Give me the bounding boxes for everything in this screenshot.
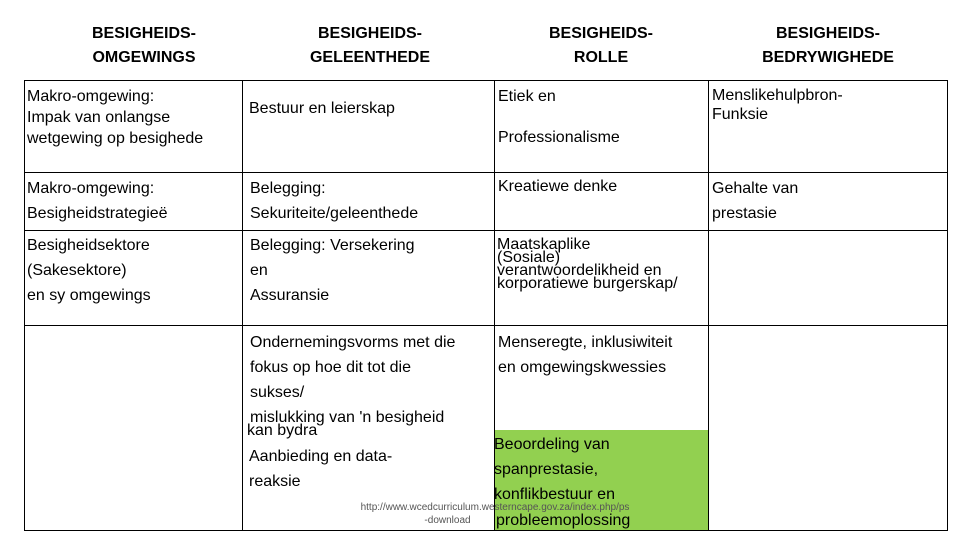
row-divider-2: [24, 230, 948, 231]
table-border-right: [947, 80, 948, 531]
table-cell: Kreatiewe denke: [498, 178, 618, 195]
table-cell: Menslikehulpbron- Funksie: [712, 87, 843, 123]
table-cell: Belegging: Versekering en Assuransie: [250, 237, 415, 304]
table-cell: Etiek en: [498, 88, 556, 105]
table-cell: Makro-omgewing: Impak van onlangse wetgewing op besighede: [27, 88, 204, 147]
table-cell: Beoordeling van spanprestasie, konflikbestuur en: [494, 436, 615, 503]
header-omgewings: BESIGHEIDS- OMGEWINGS: [91, 25, 196, 66]
table-cell: probleemoplossing: [496, 512, 631, 529]
table-cell: Bestuur en leierskap: [249, 100, 395, 117]
table-cell: Makro-omgewing: Besigheidstrategieë: [27, 180, 168, 222]
table-cell: Ondernemingsvorms met die fokus op hoe dit tot die sukses/ mislukking van 'n besigheid: [250, 334, 456, 426]
source-url-line2: -download: [424, 515, 471, 526]
source-url-line1: http://www.wcedcurriculum.westerncape.gov.za/index.php/ps: [360, 502, 630, 513]
table-cell: Gehalte van prestasie: [712, 180, 799, 222]
source-url[interactable]: [300, 501, 690, 527]
table-border-left: [24, 80, 25, 531]
table-border-top: [24, 80, 948, 81]
header-geleenthede: BESIGHEIDS- GELEENTHEDE: [309, 25, 430, 66]
col-divider-1: [242, 80, 243, 531]
table-cell: Professionalisme: [498, 129, 620, 146]
table-cell: Menseregte, inklusiwiteit en omgewingskwessies: [498, 334, 673, 376]
table-cell: Belegging: Sekuriteite/geleenthede: [250, 180, 419, 222]
header-rolle: BESIGHEIDS- ROLLE: [548, 25, 653, 66]
row-divider-3: [24, 325, 948, 326]
table-cell: Aanbieding en data- reaksie: [249, 448, 393, 490]
table-border-bottom: [24, 530, 948, 531]
table-cell: Besigheidsektore (Sakesektore) en sy omgewings: [27, 237, 151, 304]
table-cell: kan bydra: [247, 422, 318, 439]
table-cell: Maatskaplike (Sosiale) verantwoordelikheid en korporatiewe burgerskap/: [497, 236, 678, 292]
row-divider-1: [24, 172, 948, 173]
header-bedrywighede: BESIGHEIDS- BEDRYWIGHEDE: [762, 25, 894, 66]
col-divider-3: [708, 80, 709, 531]
